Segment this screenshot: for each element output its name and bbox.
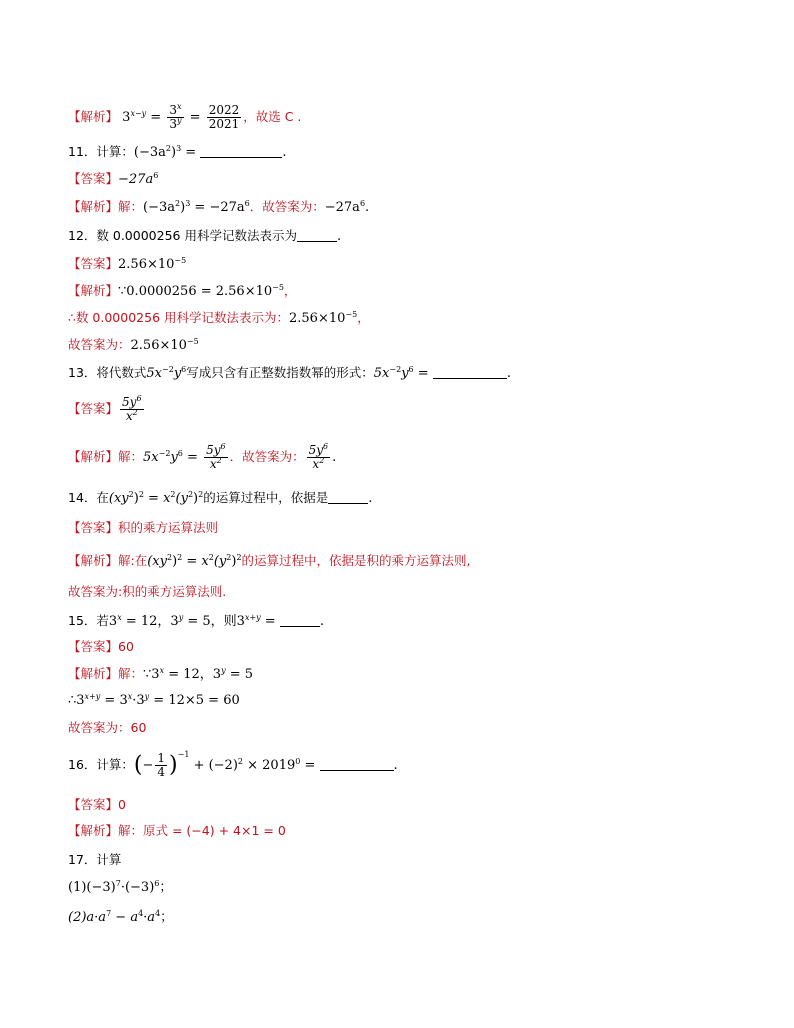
fraction-2022-over-2021: $\frac{2022}{2021}$ (208, 103, 240, 131)
answer-16: 【答案】0 (68, 797, 126, 812)
question-14: 14．在$(xy^2)^2 = x^2(y^2)^2$的运算过程中，依据是 . (68, 490, 373, 506)
fraction-result: $\frac{5y^6}{x^2}$ (206, 442, 226, 471)
answer-blank (200, 144, 282, 158)
fraction-final: $\frac{5y^6}{x^2}$ (308, 442, 329, 471)
fraction-3x-over-3y: $\frac{3^x}{3^y}$ (169, 102, 182, 131)
analysis-12: 【解析】∵0.0000256 = $2.56\times 10^{-5}$， (68, 283, 297, 299)
analysis-13: 【解析】解：$5x^{-2}y^6$ = $\frac{5y^6}{x^2}$ ．故答案为： $\frac{5y^6}{x^2}$ . (68, 442, 337, 471)
answer-blank (320, 757, 394, 771)
question-17: 17．计算 (68, 852, 122, 867)
analysis-14: 【解析】解:在$(xy^2)^2 = x^2(y^2)^2$的运算过程中，依据是积的乘方运算法则, (68, 553, 471, 569)
question-15: 15．若$3^x = 12$，$3^y = 5$，则$3^{x+y}$ = . (68, 613, 324, 629)
analysis-15-line2: $\therefore 3^{x+y} = 3^x\cdot 3^y = 12\times 5 = 60$ (68, 692, 240, 708)
question-11: 11．计算：$(-3a^2)^3$ = . (68, 144, 287, 160)
analysis-q10: 【解析】 $3^{x-y}$ = $\frac{3^x}{3^y}$ = $\frac{2022}{2021}$ ，故选 C . (68, 102, 302, 131)
question-12: 12．数 0.0000256 用科学记数法表示为 . (68, 228, 342, 244)
answer-12: 【答案】$2.56\times 10^{-5}$ (68, 256, 187, 272)
analysis-14-line2: 故答案为:积的乘方运算法则. (68, 584, 227, 599)
answer-15: 【答案】60 (68, 639, 134, 654)
answer-13: 【答案】 $\frac{5y^6}{x^2}$ (68, 394, 142, 423)
analysis-15: 【解析】解：$\because 3^x = 12$，$3^y = 5$ (68, 666, 254, 682)
fraction-answer: $\frac{5y^6}{x^2}$ (122, 394, 142, 423)
analysis-12-line2: ∴数 0.0000256 用科学记数法表示为：$2.56\times 10^{-5}$， (68, 310, 370, 326)
answer-blank (297, 228, 337, 242)
answer-11: 【答案】$-27a^6$ (68, 171, 159, 187)
fraction-one-quarter: $\frac{1}{4}$ (157, 751, 166, 779)
analysis-11: 【解析】解：$(-3a^2)^3 = -27a^6$．故答案为：$-27a^6$. (68, 199, 370, 215)
question-13: 13．将代数式$5x^{-2}y^6$写成只含有正整数指数幂的形式：$5x^{-2}y^6$ = . (68, 365, 511, 381)
question-16: 16．计算：(− $\frac{1}{4}$ )$^{-1} + (-2)^2 \times 2019^0$ = . (68, 750, 398, 779)
answer-14: 【答案】积的乘方运算法则 (68, 520, 219, 535)
analysis-15-line3: 故答案为：60 (68, 720, 147, 735)
question-17-part2: $(2)a\cdot a^7 - a^4\cdot a^4$； (68, 909, 174, 925)
analysis-12-line3: 故答案为：$2.56\times 10^{-5}$ (68, 337, 199, 353)
answer-blank (433, 365, 507, 379)
answer-blank (328, 490, 368, 504)
question-17-part1: $(1)(-3)^7\cdot(-3)^6$； (68, 879, 173, 895)
answer-blank (280, 613, 320, 627)
analysis-16: 【解析】解：原式 = (−4) + 4×1 = 0 (68, 823, 286, 838)
